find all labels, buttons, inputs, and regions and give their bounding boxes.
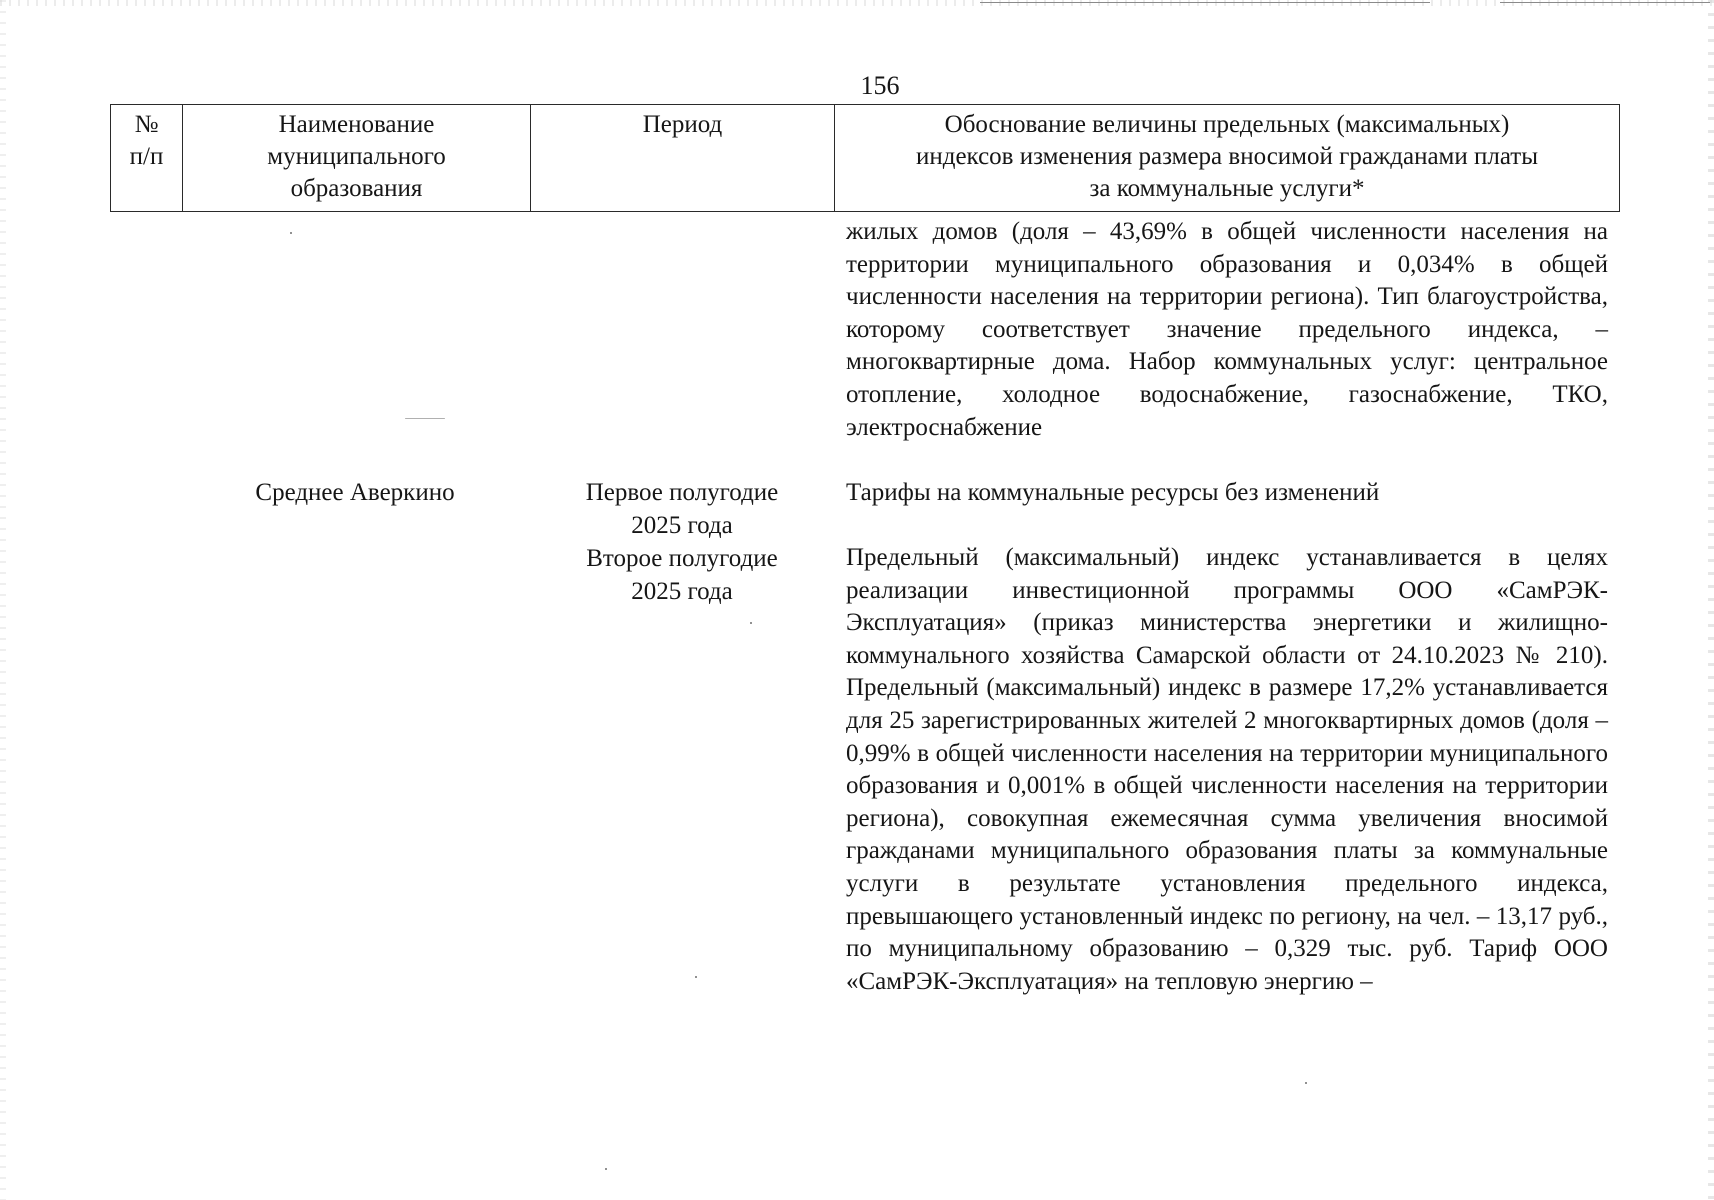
table-header [110,104,1620,212]
header-col-period: Период [531,105,835,211]
scan-noise-top [0,0,1714,6]
municipality-name: Среднее Аверкино [255,479,455,506]
period-2-justification: Предельный (максимальный) индекс устанавливается в целях реализации инвестиционной программы ООО «СамРЭК-Эксплуатация» (приказ министерства энергетики и жилищно-коммунального хозяйства Самарской области от 24.10.2023 № 210). Предельный (максимальный) индекс в размере 17,2% устанавливается для 25 зарегистрированных жителей 2 многоквартирных домов (доля – 0,99% в общей численности населения на территории муниципального образования и 0,001% в общей численности населения на территории региона), совокупная ежемесячная сумма увеличения вносимой гражданами муниципального образования платы за коммунальные услуги в результате установления предельного индекса, превышающего установленный индекс по региону, на чел. – 13,17 руб., по муниципальному образованию – 0,329 тыс. руб. Тариф ООО «СамРЭК-Эксплуатация» на тепловую энергию – [846,544,1608,995]
scan-speck [1305,1082,1307,1084]
header-col-municipality: Наименование муниципального образования [183,105,531,211]
scan-speck [290,232,292,234]
scan-noise-right [1708,0,1714,1200]
header-col-number: № п/п [111,105,183,211]
scan-speck [605,1168,607,1170]
scan-speck [695,976,697,978]
scan-speck [750,622,752,624]
continued-paragraph: жилых домов (доля – 43,69% в общей численности населения на территории муниципального образования и 0,034% в общей численности населения на территории региона). Тип благоустройства, которому соответствует значение предельного индекса, – многоквартирные дома. Набор коммунальных услуг: центральное отопление, холодное водоснабжение, газоснабжение, ТКО, электроснабжение [846,218,1608,441]
scan-speck [405,418,445,419]
period-1-justification: Тарифы на коммунальные ресурсы без изменений [846,479,1380,506]
period-2-label: Второе полугодие 2025 года [586,545,778,605]
scan-rule [980,2,1430,3]
header-col-justification: Обоснование величины предельных (максимальных) индексов изменения размера вносимой гражданами платы за коммунальные услуги* [915,111,1539,202]
scan-noise-left [0,0,6,1200]
scan-rule [1500,2,1710,3]
period-1-label: Первое полугодие 2025 года [585,479,779,539]
page-number: 156 [860,71,900,100]
